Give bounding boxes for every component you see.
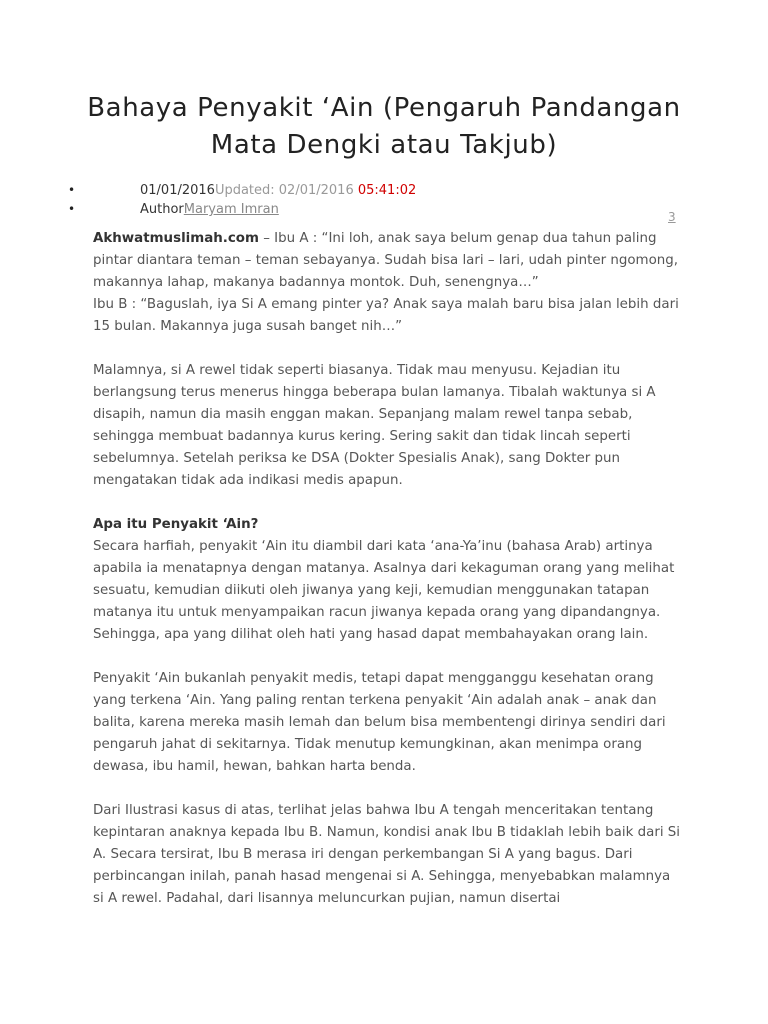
body-paragraph-3: Penyakit ‘Ain bukanlah penyakit medis, tetapi dapat mengganggu kesehatan orang yang terkena ‘Ain. Yang paling rentan terkena penyakit ‘Ain adalah anak – anak dan balita, karena mereka masih lemah dan belum bisa membentengi dirinya sendiri dari pengaruh jahat di sekitarnya. Tidak menutup kemungkinan, akan menimpa orang dewasa, ibu hamil, hewan, bahkan harta benda.: [93, 671, 666, 774]
body-paragraph-2: Secara harfiah, penyakit ‘Ain itu diambil dari kata ‘ana-Ya’inu (bahasa Arab) artinya apabila ia menatapnya dengan matanya. Asalnya dari kekaguman orang yang melihat sesuatu, kemudian diikuti oleh jiwanya yang keji, kemudian menggunakan tatapan matanya itu untuk menyampaikan racun jiwanya kepada orang yang dipandangnya. Sehingga, apa yang dilihat oleh hati yang hasad dapat membahayakan orang lain.: [93, 539, 675, 642]
intro-separator: –: [258, 231, 275, 246]
section-heading: Apa itu Penyakit ‘Ain?: [93, 517, 259, 532]
meta-date-row: [68, 181, 708, 200]
ibu-a-quote: Ibu A : “Ini loh, anak saya belum genap dua tahun paling pintar diantara teman – teman sebayanya. Sudah bisa lari – lari, udah pinter ngomong, makannya lahap, makanya badannya montok. Duh, senengnya…”: [93, 231, 679, 290]
article-body: [93, 228, 683, 932]
author-label: Author: [140, 202, 184, 217]
ibu-b-quote: Ibu B : “Baguslah, iya Si A emang pinter ya? Anak saya malah baru bisa jalan lebih dari 15 bulan. Makannya juga susah banget nih…”: [93, 297, 679, 334]
meta-author-row: [68, 200, 708, 219]
bullet-icon: •: [68, 183, 76, 197]
article-title: Bahaya Penyakit ‘Ain (Pengaruh Pandangan Mata Dengki atau Takjub): [87, 93, 681, 160]
article-meta: [68, 181, 708, 219]
comment-count-link[interactable]: 3: [668, 210, 676, 224]
section-block: [93, 514, 683, 646]
author-link[interactable]: Maryam Imran: [183, 202, 279, 217]
bullet-icon: •: [68, 202, 76, 216]
intro-paragraph: [93, 228, 683, 338]
site-name: Akhwatmuslimah.com: [93, 231, 259, 246]
body-paragraph-4: Dari Ilustrasi kasus di atas, terlihat jelas bahwa Ibu A tengah menceritakan tentang kepintaran anaknya kepada Ibu B. Namun, kondisi anak Ibu B tidaklah lebih baik dari Si A. Secara tersirat, Ibu B merasa iri dengan perkembangan Si A yang bagus. Dari perbincangan inilah, panah hasad mengenai si A. Sehingga, menyebabkan malamnya si A rewel. Padahal, dari lisannya meluncurkan pujian, namun disertai: [93, 803, 681, 906]
updated-date: Updated: 02/01/2016: [214, 183, 354, 198]
updated-time: 05:41:02: [357, 183, 417, 198]
body-paragraph-1: Malamnya, si A rewel tidak seperti biasanya. Tidak mau menyusu. Kejadian itu berlangsung terus menerus hingga beberapa bulan lamanya. Tibalah waktunya si A disapih, namun dia masih enggan makan. Sepanjang malam rewel tanpa sebab, sehingga membuat badannya kurus kering. Sering sakit dan tidak lincah seperti sebelumnya. Setelah periksa ke DSA (Dokter Spesialis Anak), sang Dokter pun mengatakan tidak ada indikasi medis apapun.: [93, 363, 656, 488]
published-date: 01/01/2016: [140, 183, 215, 198]
